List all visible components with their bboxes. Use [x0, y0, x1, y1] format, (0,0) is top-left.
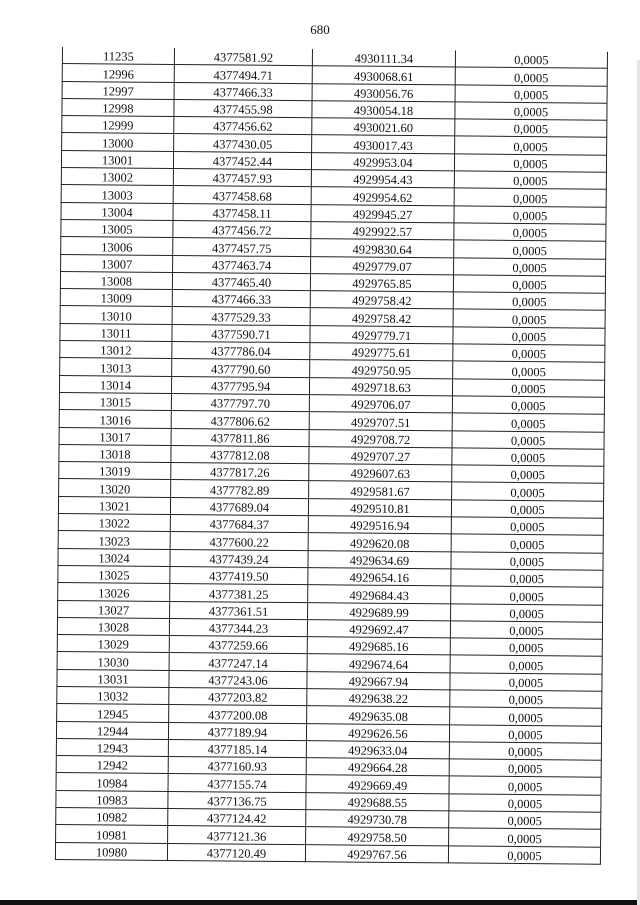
accuracy-cell: 0,0005: [453, 275, 605, 294]
accuracy-cell: 0,0005: [450, 673, 602, 692]
y-coordinate-cell: 4929954.43: [311, 170, 454, 189]
y-coordinate-cell: 4929692.47: [307, 619, 450, 638]
accuracy-cell: 0,0005: [452, 482, 604, 501]
y-coordinate-cell: 4929758.50: [306, 827, 449, 846]
accuracy-cell: 0,0005: [455, 102, 607, 121]
point-number-cell: 12944: [56, 721, 168, 739]
x-coordinate-cell: 4377120.49: [167, 843, 305, 862]
point-number-cell: 13024: [58, 548, 170, 566]
accuracy-cell: 0,0005: [452, 379, 604, 398]
y-coordinate-cell: 4929688.55: [306, 792, 449, 811]
accuracy-cell: 0,0005: [452, 430, 604, 449]
y-coordinate-cell: 4929685.16: [307, 637, 450, 656]
point-number-cell: 13019: [59, 462, 171, 480]
point-number-cell: 13025: [58, 565, 170, 583]
y-coordinate-cell: 4929689.99: [308, 602, 451, 621]
point-number-cell: 13032: [57, 686, 169, 704]
x-coordinate-cell: 4377189.94: [168, 722, 306, 741]
accuracy-cell: 0,0005: [454, 223, 606, 242]
x-coordinate-cell: 4377782.89: [171, 480, 309, 499]
accuracy-cell: 0,0005: [451, 534, 603, 553]
y-coordinate-cell: 4929620.08: [308, 533, 451, 552]
x-coordinate-cell: 4377458.68: [173, 186, 311, 205]
y-coordinate-cell: 4929758.42: [310, 291, 453, 310]
y-coordinate-cell: 4929633.04: [306, 741, 449, 760]
x-coordinate-cell: 4377361.51: [170, 601, 308, 620]
accuracy-cell: 0,0005: [449, 828, 601, 847]
x-coordinate-cell: 4377160.93: [168, 757, 306, 776]
y-coordinate-cell: 4929684.43: [308, 585, 451, 604]
point-number-cell: 13016: [59, 410, 171, 428]
point-number-cell: 13026: [58, 583, 170, 601]
accuracy-cell: 0,0005: [448, 846, 600, 865]
x-coordinate-cell: 4377689.04: [170, 497, 308, 516]
x-coordinate-cell: 4377465.40: [172, 272, 310, 291]
x-coordinate-cell: 4377455.98: [174, 99, 312, 118]
y-coordinate-cell: 4929922.57: [311, 222, 454, 241]
accuracy-cell: 0,0005: [451, 517, 603, 536]
x-coordinate-cell: 4377243.06: [169, 670, 307, 689]
y-coordinate-cell: 4929516.94: [308, 516, 451, 535]
y-coordinate-cell: 4929708.72: [309, 429, 452, 448]
x-coordinate-cell: 4377458.11: [173, 203, 311, 222]
x-coordinate-cell: 4377463.74: [173, 255, 311, 274]
x-coordinate-cell: 4377817.26: [171, 463, 309, 482]
accuracy-cell: 0,0005: [452, 448, 604, 467]
point-number-cell: 13008: [60, 271, 172, 289]
accuracy-cell: 0,0005: [450, 690, 602, 709]
x-coordinate-cell: 4377786.04: [172, 342, 310, 361]
x-coordinate-cell: 4377457.75: [173, 238, 311, 257]
y-coordinate-cell: 4929669.49: [306, 775, 449, 794]
point-number-cell: 13031: [57, 669, 169, 687]
x-coordinate-cell: 4377439.24: [170, 549, 308, 568]
y-coordinate-cell: 4929779.71: [310, 325, 453, 344]
y-coordinate-cell: 4929954.62: [311, 187, 454, 206]
y-coordinate-cell: 4929626.56: [306, 723, 449, 742]
point-number-cell: 10982: [56, 808, 168, 826]
point-number-cell: 13027: [58, 600, 170, 618]
x-coordinate-cell: 4377795.94: [171, 376, 309, 395]
accuracy-cell: 0,0005: [455, 50, 607, 68]
y-coordinate-cell: 4929634.69: [308, 550, 451, 569]
x-coordinate-cell: 4377466.33: [174, 82, 312, 101]
x-coordinate-cell: 4377155.74: [168, 774, 306, 793]
accuracy-cell: 0,0005: [451, 500, 603, 519]
point-number-cell: 13029: [57, 635, 169, 653]
accuracy-cell: 0,0005: [451, 569, 603, 588]
point-number-cell: 13021: [58, 496, 170, 514]
point-number-cell: 13002: [61, 168, 173, 186]
accuracy-cell: 0,0005: [455, 85, 607, 104]
accuracy-cell: 0,0005: [455, 136, 607, 155]
accuracy-cell: 0,0005: [454, 206, 606, 225]
point-number-cell: 13014: [59, 375, 171, 393]
accuracy-cell: 0,0005: [455, 119, 607, 138]
point-number-cell: 13007: [61, 254, 173, 272]
point-number-cell: 13003: [61, 185, 173, 203]
x-coordinate-cell: 4377790.60: [172, 359, 310, 378]
x-coordinate-cell: 4377259.66: [169, 636, 307, 655]
point-number-cell: 12942: [56, 756, 168, 774]
x-coordinate-cell: 4377581.92: [174, 48, 312, 66]
point-number-cell: 12997: [62, 81, 174, 99]
accuracy-cell: 0,0005: [454, 240, 606, 259]
point-number-cell: 13022: [58, 514, 170, 532]
x-coordinate-cell: 4377381.25: [170, 584, 308, 603]
y-coordinate-cell: 4929607.63: [309, 464, 452, 483]
point-number-cell: 10981: [56, 825, 168, 843]
y-coordinate-cell: 4929664.28: [306, 758, 449, 777]
point-number-cell: 13017: [59, 427, 171, 445]
x-coordinate-cell: 4377494.71: [174, 65, 312, 84]
accuracy-cell: 0,0005: [452, 396, 604, 415]
point-number-cell: 13020: [59, 479, 171, 497]
x-coordinate-cell: 4377466.33: [172, 290, 310, 309]
x-coordinate-cell: 4377812.08: [171, 445, 309, 464]
point-number-cell: 12943: [56, 738, 168, 756]
accuracy-cell: 0,0005: [449, 811, 601, 830]
x-coordinate-cell: 4377124.42: [168, 809, 306, 828]
accuracy-cell: 0,0005: [453, 309, 605, 328]
accuracy-cell: 0,0005: [455, 67, 607, 86]
y-coordinate-cell: 4929765.85: [310, 274, 453, 293]
y-coordinate-cell: 4930068.61: [312, 66, 455, 85]
accuracy-cell: 0,0005: [453, 327, 605, 346]
x-coordinate-cell: 4377600.22: [170, 532, 308, 551]
accuracy-cell: 0,0005: [454, 171, 606, 190]
y-coordinate-cell: 4929750.95: [310, 360, 453, 379]
point-number-cell: 12996: [62, 64, 174, 82]
page-number: 680: [310, 22, 330, 37]
x-coordinate-cell: 4377684.37: [170, 514, 308, 533]
point-number-cell: 13018: [59, 444, 171, 462]
accuracy-cell: 0,0005: [449, 742, 601, 761]
point-number-cell: 13023: [58, 531, 170, 549]
y-coordinate-cell: 4929674.64: [307, 654, 450, 673]
accuracy-cell: 0,0005: [452, 465, 604, 484]
accuracy-cell: 0,0005: [450, 621, 602, 640]
y-coordinate-cell: 4929654.16: [308, 568, 451, 587]
x-coordinate-cell: 4377811.86: [171, 428, 309, 447]
accuracy-cell: 0,0005: [449, 724, 601, 743]
accuracy-cell: 0,0005: [450, 655, 602, 674]
point-number-cell: 13012: [60, 341, 172, 359]
accuracy-cell: 0,0005: [451, 603, 603, 622]
x-coordinate-cell: 4377797.70: [171, 393, 309, 412]
x-coordinate-cell: 4377456.62: [174, 117, 312, 136]
y-coordinate-cell: 4930017.43: [312, 135, 455, 154]
y-coordinate-cell: 4929667.94: [307, 671, 450, 690]
accuracy-cell: 0,0005: [453, 292, 605, 311]
accuracy-cell: 0,0005: [453, 361, 605, 380]
y-coordinate-cell: 4929581.67: [309, 481, 452, 500]
accuracy-cell: 0,0005: [452, 413, 604, 432]
point-number-cell: 13010: [60, 306, 172, 324]
accuracy-cell: 0,0005: [454, 188, 606, 207]
point-number-cell: 11235: [62, 47, 174, 65]
x-coordinate-cell: 4377419.50: [170, 566, 308, 585]
y-coordinate-cell: 4929707.27: [309, 446, 452, 465]
accuracy-cell: 0,0005: [451, 586, 603, 605]
y-coordinate-cell: 4929767.56: [305, 844, 448, 863]
accuracy-cell: 0,0005: [450, 638, 602, 657]
accuracy-cell: 0,0005: [449, 794, 601, 813]
x-coordinate-cell: 4377185.14: [168, 739, 306, 758]
point-number-cell: 10984: [56, 773, 168, 791]
point-number-cell: 13001: [61, 150, 173, 168]
y-coordinate-cell: 4929706.07: [309, 395, 452, 414]
x-coordinate-cell: 4377200.08: [169, 705, 307, 724]
scan-edge-bottom: [0, 900, 640, 905]
point-number-cell: 12998: [62, 98, 174, 116]
point-number-cell: 13015: [59, 392, 171, 410]
y-coordinate-cell: 4930054.18: [312, 101, 455, 120]
point-number-cell: 10983: [56, 790, 168, 808]
x-coordinate-cell: 4377430.05: [174, 134, 312, 153]
point-number-cell: 13030: [57, 652, 169, 670]
x-coordinate-cell: 4377457.93: [173, 169, 311, 188]
x-coordinate-cell: 4377121.36: [168, 826, 306, 845]
accuracy-cell: 0,0005: [449, 776, 601, 795]
x-coordinate-cell: 4377452.44: [173, 151, 311, 170]
point-number-cell: 12945: [57, 704, 169, 722]
accuracy-cell: 0,0005: [454, 257, 606, 276]
accuracy-cell: 0,0005: [451, 552, 603, 571]
accuracy-cell: 0,0005: [453, 344, 605, 363]
point-number-cell: 13000: [62, 133, 174, 151]
y-coordinate-cell: 4929775.61: [310, 343, 453, 362]
point-number-cell: 13004: [61, 202, 173, 220]
point-number-cell: 13006: [61, 237, 173, 255]
coordinates-table: [55, 47, 608, 865]
y-coordinate-cell: 4929953.04: [311, 152, 454, 171]
point-number-cell: 12999: [62, 116, 174, 134]
x-coordinate-cell: 4377344.23: [169, 618, 307, 637]
point-number-cell: 13011: [60, 323, 172, 341]
y-coordinate-cell: 4929830.64: [311, 239, 454, 258]
point-number-cell: 13009: [60, 289, 172, 307]
accuracy-cell: 0,0005: [449, 759, 601, 778]
point-number-cell: 13013: [60, 358, 172, 376]
x-coordinate-cell: 4377136.75: [168, 791, 306, 810]
table-body: [55, 47, 607, 864]
y-coordinate-cell: 4930021.60: [312, 118, 455, 137]
point-number-cell: 13028: [57, 617, 169, 635]
y-coordinate-cell: 4929718.63: [309, 377, 452, 396]
y-coordinate-cell: 4929945.27: [311, 204, 454, 223]
y-coordinate-cell: 4930111.34: [312, 49, 455, 67]
y-coordinate-cell: 4929635.08: [307, 706, 450, 725]
point-number-cell: 10980: [55, 842, 167, 860]
y-coordinate-cell: 4929707.51: [309, 412, 452, 431]
y-coordinate-cell: 4929779.07: [311, 256, 454, 275]
x-coordinate-cell: 4377529.33: [172, 307, 310, 326]
x-coordinate-cell: 4377247.14: [169, 653, 307, 672]
accuracy-cell: 0,0005: [454, 154, 606, 173]
x-coordinate-cell: 4377806.62: [171, 411, 309, 430]
accuracy-cell: 0,0005: [450, 707, 602, 726]
y-coordinate-cell: 4929758.42: [310, 308, 453, 327]
y-coordinate-cell: 4929638.22: [307, 689, 450, 708]
y-coordinate-cell: 4929730.78: [306, 810, 449, 829]
x-coordinate-cell: 4377203.82: [169, 687, 307, 706]
x-coordinate-cell: 4377590.71: [172, 324, 310, 343]
x-coordinate-cell: 4377456.72: [173, 220, 311, 239]
point-number-cell: 13005: [61, 219, 173, 237]
y-coordinate-cell: 4930056.76: [312, 83, 455, 102]
y-coordinate-cell: 4929510.81: [308, 498, 451, 517]
